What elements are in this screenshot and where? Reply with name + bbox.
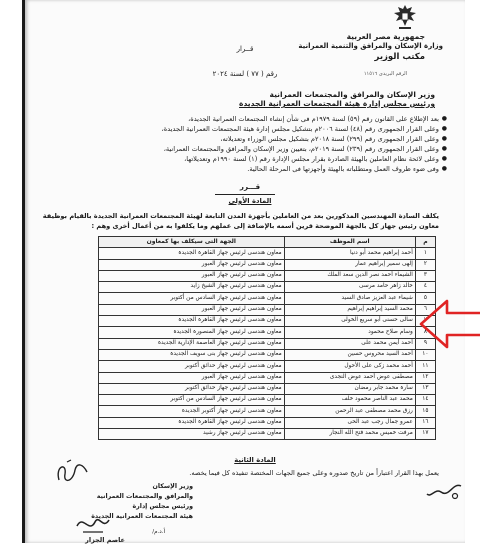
row-number: ١٤ (415, 395, 435, 406)
signature-line-4: هيئة المجتمعات العمرانية الجديدة (91, 513, 193, 520)
document-page (22, 0, 465, 543)
assignment: معاون هندسى لرئيس جهاز السادس من أكتوبر (99, 293, 285, 304)
header-num: م (415, 237, 435, 248)
issuer-line-1: وزير الإسكان والمرافق والمجتمعات العمرانية (269, 90, 435, 99)
assignment: معاون هندسى لرئيس جهاز العبور (99, 270, 285, 281)
table-row (99, 338, 436, 349)
recital-item: ● بعد الإطلاع على القانون رقم (٥٩) لسنة ١٩٧٩م فى شأن إنشاء المجتمعات العمرانية الجديدة، (188, 115, 447, 123)
assignment: معاون هندسى لرئيس جهاز رشيد (99, 429, 285, 440)
row-number: ١٧ (415, 429, 435, 440)
row-number: ١١ (415, 361, 435, 372)
assignment: معاون هندسى لرئيس جهاز العبور (99, 259, 285, 270)
employee-name: أحمد محمد زكى على الأحول (284, 361, 415, 372)
header-ministry: وزارة الإسكان والمرافق والتنمية العمرانية (298, 42, 443, 50)
assignment: معاون هندسى لرئيس جهاز العبور (99, 372, 285, 383)
handwritten-mark (425, 480, 465, 504)
table-row (99, 259, 436, 270)
employee-name: وسام صلاح محمود (284, 327, 415, 338)
red-arrow-icon (419, 298, 480, 350)
employee-name: سارة محمد جابر رمضان (284, 383, 415, 394)
header-postal-code: الرقم البريدى ١١٥١٦ (363, 71, 407, 77)
table-row (99, 361, 436, 372)
recital-item: ● وعلى القرار الجمهورى رقم (٤٨) لسنة ٢٠٠٦م بتشكيل مجلس إدارة هيئة المجتمعات العمرانية الجديدة، (161, 125, 447, 133)
heading-divider (215, 194, 275, 195)
employee-name: محمد عبد الناصر محمود خلف (284, 395, 415, 406)
assignment: معاون هندسى لرئيس جهاز أكتوبر الجديدة (99, 406, 285, 417)
handwritten-signature (53, 458, 93, 488)
table-row (99, 429, 436, 440)
article-2-text: يعمل بهذا القرار اعتباراً من تاريخ صدوره وعلى جميع الجهات المختصة تنفيذه كل فيما يخصه. (189, 469, 439, 477)
table-row (99, 372, 436, 383)
header-name: اسم الموظف (284, 237, 415, 248)
table-row (99, 383, 436, 394)
employee-name: أحمد السيد محروس حسين (284, 349, 415, 360)
recital-item: ● وفى ضوء ظروف العمل ومتطلباته بالهيئة وأجهزتها فى المرحلة الحالية. (247, 165, 447, 173)
assignment: معاون هندسى لرئيس جهاز القاهرة الجديدة (99, 417, 285, 428)
employee-name: رزق محمد مصطفى عبد الرحمن (284, 406, 415, 417)
row-number: ٧ (415, 316, 435, 327)
row-number: ٩ (415, 338, 435, 349)
assignment: معاون هندسى لرئيس جهاز العاصمة الإدارية الجديدة (99, 338, 285, 349)
recital-item: ● وعلى القرار الجمهورى رقم (٢٣٩) لسنة ٢٠١٩م، بتعيين وزير الإسكان والمرافق والمجتمعات العمرانية، (163, 145, 447, 153)
assignment: معاون هندسى لرئيس جهاز حدائق أكتوبر (99, 361, 285, 372)
signature-line-3: ورئيس مجلس إدارة (132, 503, 193, 510)
table-row (99, 282, 436, 293)
assignment: معاون هندسى لرئيس جهاز الشيخ زايد (99, 282, 285, 293)
table-row (99, 417, 436, 428)
table-row (99, 406, 436, 417)
article-1-intro-line-1: يكلف السادة المهندسين المذكورين بعد من العاملين بأجهزة المدن التابعة لهيئة المجتمعات العمرانية الجديدة بالقيام بوظيفة (42, 212, 439, 220)
assignment: معاون هندسى لرئيس جهاز القاهرة الجديدة (99, 248, 285, 259)
assignment: معاون هندسى لرئيس جهاز بنى سويف الجديدة (99, 349, 285, 360)
row-number: ٥ (415, 293, 435, 304)
assignment: معاون هندسى لرئيس جهاز العبور (99, 304, 285, 315)
assignment: معاون هندسى لرئيس جهاز المنصورة الجديدة (99, 327, 285, 338)
recital-item: ● وعلى لائحة نظام العاملين بالهيئة الصادرة بقرار مجلس الإدارة رقم (١) لسنة ١٩٩٠م وتعديلاتها، (184, 155, 447, 163)
row-number: ٢ (415, 259, 435, 270)
row-number: ١ (415, 248, 435, 259)
row-number: ١٢ (415, 372, 435, 383)
row-number: ١٦ (415, 417, 435, 428)
table-row (99, 395, 436, 406)
employee-name: محمد السيد إبراهيم إبراهيم (284, 304, 415, 315)
employee-name: إلهى سمير إبراهيم عمار (284, 259, 415, 270)
employee-name: عمرو جمال رجب عبد الحى (284, 417, 415, 428)
header-job: الجهة التى سيكلف بها كمعاون (99, 237, 285, 248)
employee-name: خالد زاهر حامد مرسى (284, 282, 415, 293)
staff-table (98, 236, 436, 440)
employee-name: مصطفى عوض أحمد عوض النجدى (284, 372, 415, 383)
row-number: ٨ (415, 327, 435, 338)
signature-name: عاصم الجزار (85, 536, 125, 544)
employee-name: شيماء عبد العزيز صادق السيد (284, 293, 415, 304)
employee-name: أحمد إبراهيم محمد أبو دنيا (284, 248, 415, 259)
row-number: ١٥ (415, 406, 435, 417)
table-row (99, 316, 436, 327)
table-header-row (99, 237, 436, 248)
article-2-title: المادة الثانية (234, 456, 276, 464)
employee-name: مرفت خميس محمد فتح الله النجار (284, 429, 415, 440)
employee-name: الشيماء أحمد نصر الدين سعد الملك (284, 270, 415, 281)
table-row (99, 349, 436, 360)
signature-title: أ.د.م/ (152, 529, 165, 535)
assignment: معاون هندسى لرئيس جهاز حدائق أكتوبر (99, 383, 285, 394)
table-row (99, 248, 436, 259)
row-number: ٣ (415, 270, 435, 281)
decides-heading: قـــرر (239, 183, 261, 191)
row-number: ٤ (415, 282, 435, 293)
handwritten-initials (73, 510, 113, 538)
employee-name: سالى حسنى أبو سريع الخولى (284, 316, 415, 327)
row-number: ٦ (415, 304, 435, 315)
decision-title: قــرار (236, 45, 254, 53)
header-country: جمهورية مصر العربية (346, 32, 425, 41)
signature-line-2: والمرافق والمجتمعات العمرانية (96, 493, 193, 500)
header-office: مكتب الوزير (374, 52, 425, 62)
recital-item: ● وعلى القرار الجمهورى رقم (٢٩٩) لسنة ٢٠١٨م بتشكيل مجلس الوزراء وتعديلاته، (220, 135, 447, 143)
assignment: معاون هندسى لرئيس جهاز السادس من أكتوبر (99, 395, 285, 406)
table-row (99, 270, 436, 281)
table-row (99, 304, 436, 315)
decision-number: رقم ( ٧٧ ) لسنة ٢٠٢٤ (212, 70, 278, 78)
table-row (99, 293, 436, 304)
row-number: ١٣ (415, 383, 435, 394)
assignment: معاون هندسى لرئيس جهاز القاهرة الجديدة (99, 316, 285, 327)
article-1-intro-line-2: معاون رئيس جهاز كل بالجهة الموضحة قرين أسمه بالإضافة إلى عملهم وما يكلفوا به من أعمال أخرى وهم : (91, 222, 439, 230)
row-number: ١٠ (415, 349, 435, 360)
signature-line-1: وزير الإسكان (152, 483, 193, 490)
employee-name: أحمد أيمن محمد على (284, 338, 415, 349)
issuer-line-2: ورئيس مجلس إدارة هيئة المجتمعات العمرانية الجديدة (239, 99, 435, 108)
eagle-emblem-icon (390, 2, 420, 32)
table-row (99, 327, 436, 338)
article-1-title: المادة الأولى (228, 197, 272, 205)
